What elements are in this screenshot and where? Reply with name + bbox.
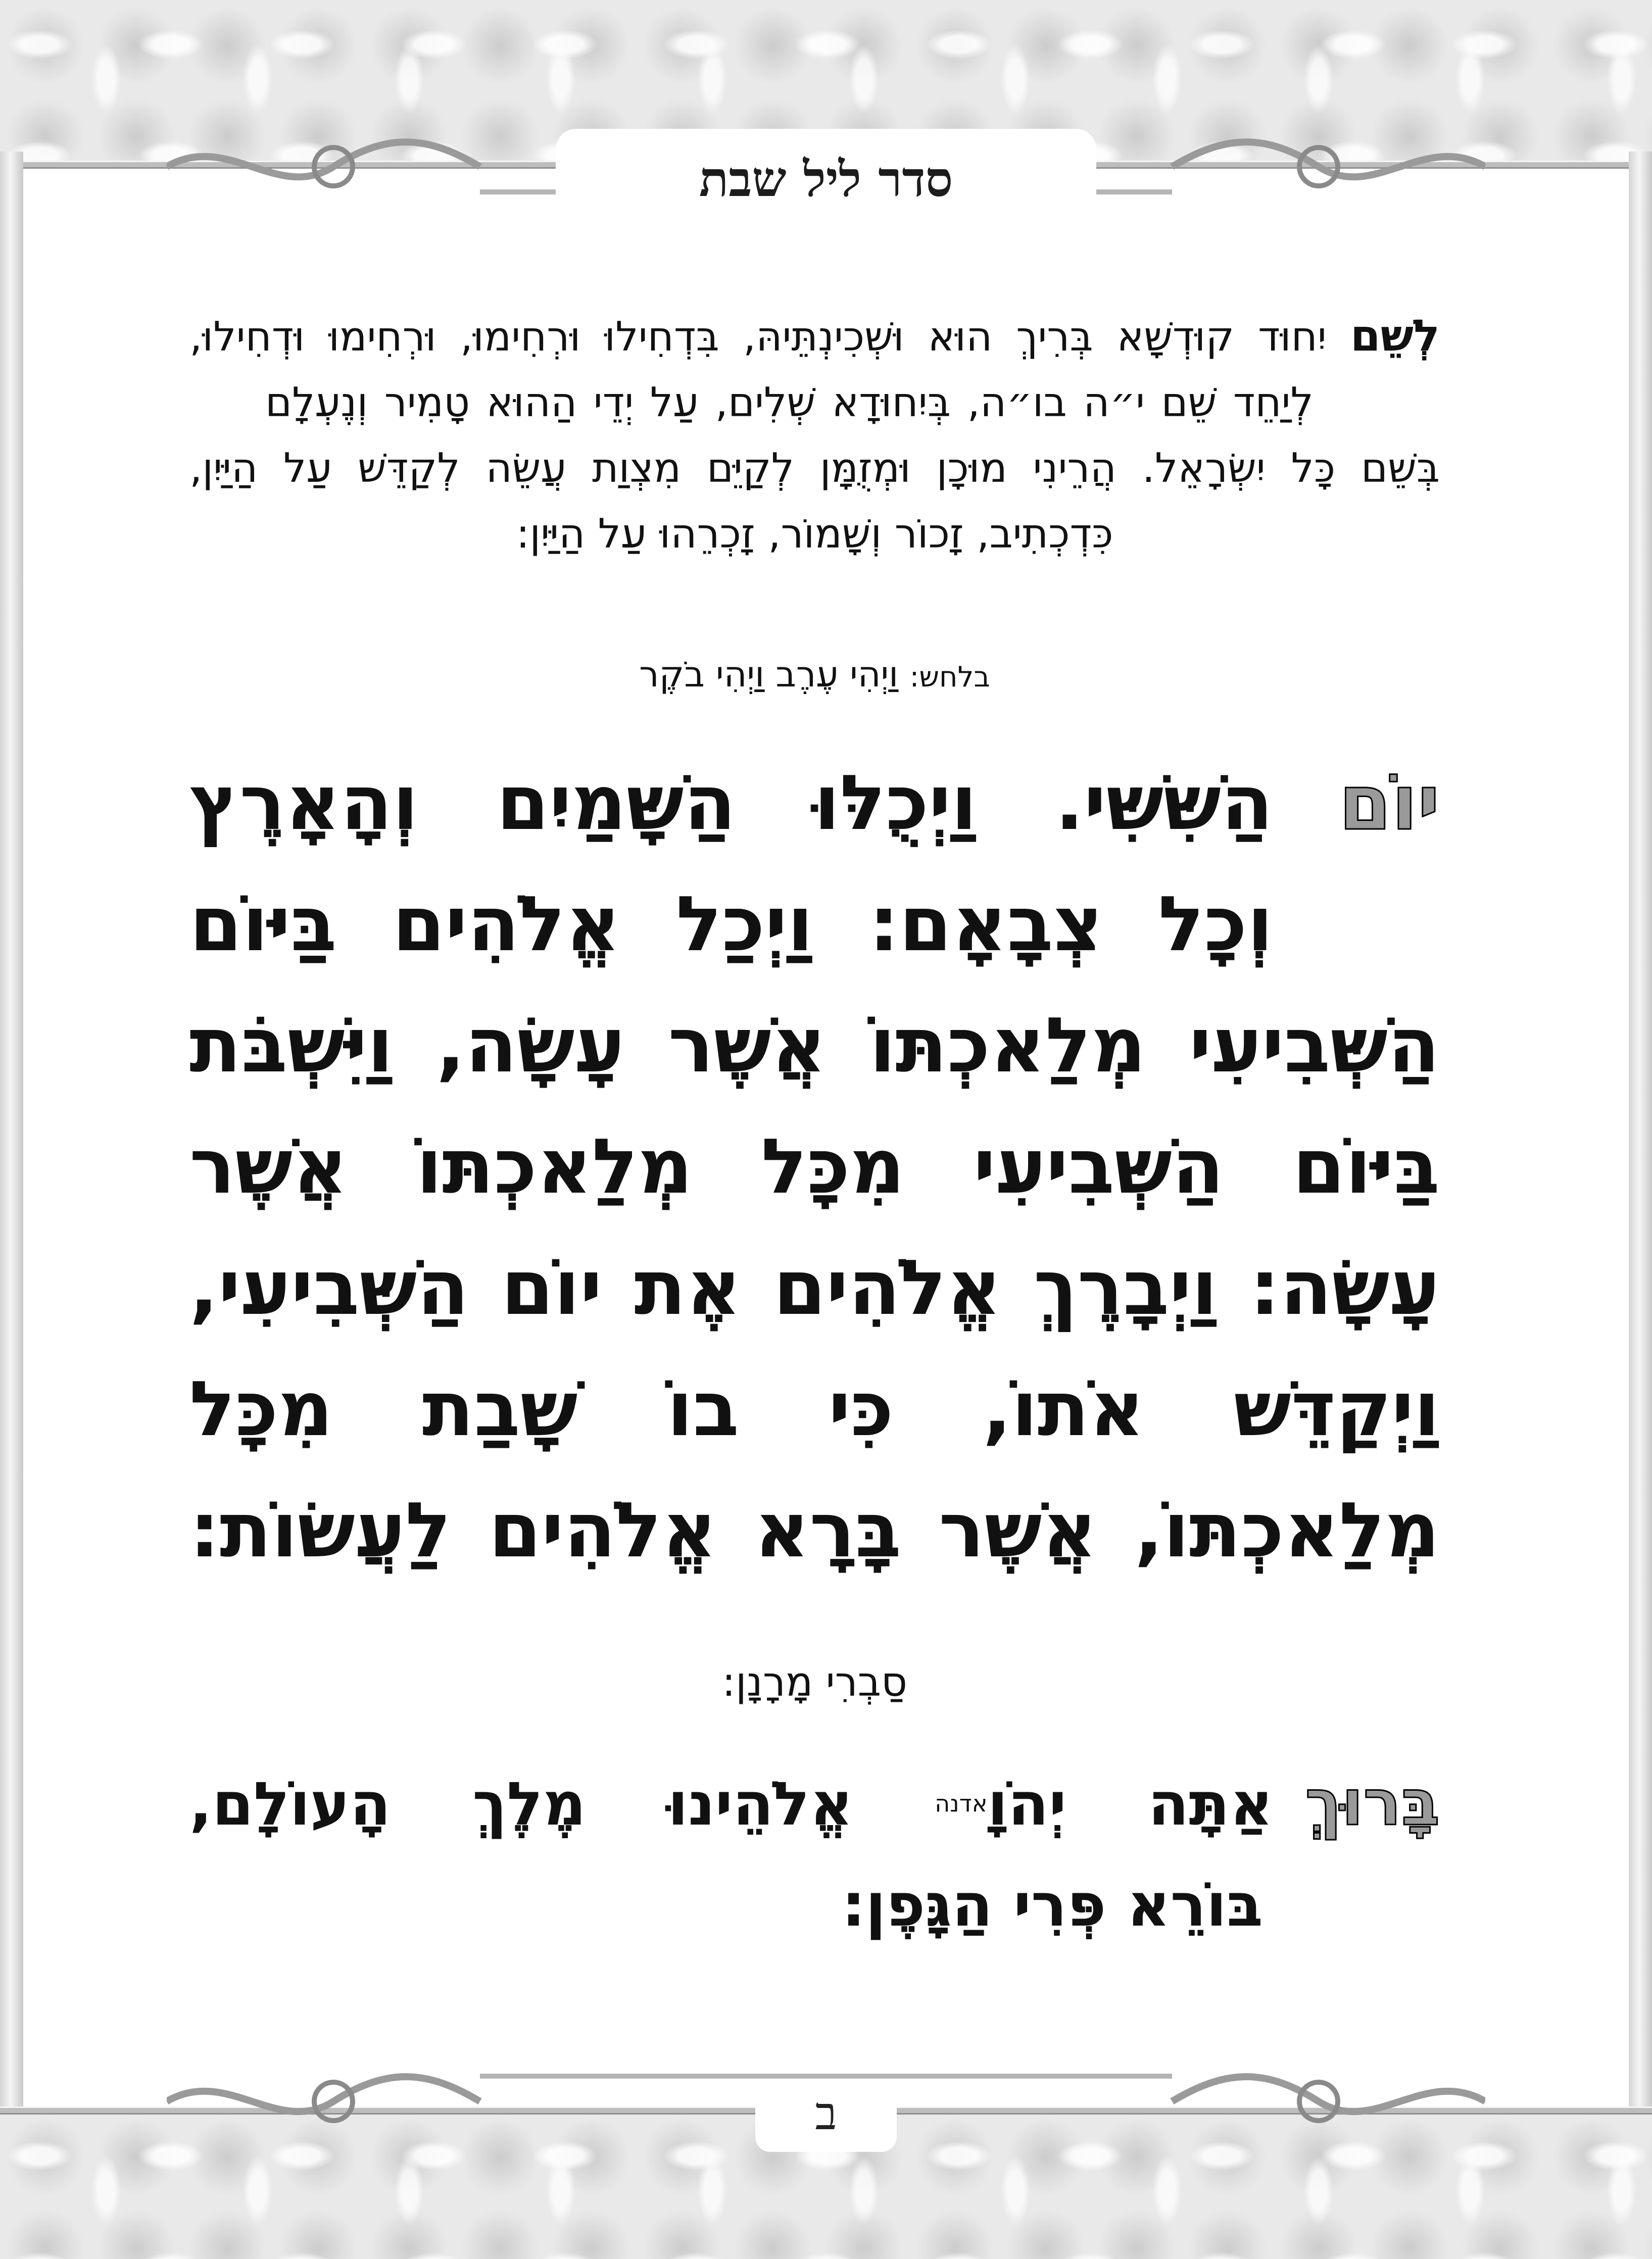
vayechulu-line — [189, 743, 1440, 864]
dropcap-yom: יוֹם — [1338, 759, 1440, 847]
intention-line-2: לְיַחֵד שֵׁם י״ה בו״ה, בְּיִחוּדָא שְׁלִים, עַל יְדֵי הַהוּא טָמִיר וְנֶעְלָם — [265, 379, 1314, 426]
intention-line-3: בְּשֵׁם כָּל יִשְׂרָאֵל. הֲרֵינִי מוּכָן וּמְזֻמָּן לְקַיֵּם מִצְוַת עֲשֵׂה לְקַדֵּשׁ עַל הַיַּיִן, — [189, 445, 1440, 492]
blessing-adnai-small: אדנה — [935, 1790, 988, 1817]
blessing-divine-name: אַתָּה יְהֹוָ — [987, 1769, 1273, 1839]
vayechulu-passage — [189, 743, 1440, 1591]
vayechulu-line: בַּיּוֹם הַשְּׁבִיעִי מִכָּל מְלַאכְתּוֹ אֲשֶׁר — [189, 1123, 1440, 1211]
whisper-label: בלחש: — [909, 661, 990, 694]
vayechulu-line-text: הַשִּׁשִּׁי. וַיְכֻלּוּ הַשָּׁמַיִם וְהָאָרֶץ — [189, 759, 1273, 847]
vayechulu-line: מְלַאכְתּוֹ, אֲשֶׁר בָּרָא אֱלֹהִים לַעֲשׂוֹת: — [189, 1487, 1440, 1575]
blessing-line-2: בּוֹרֵא פְּרִי הַגָּפֶן: — [841, 1870, 1263, 1940]
vayechulu-line: הַשְּׁבִיעִי מְלַאכְתּוֹ אֲשֶׁר עָשָׂה, וַיִּשְׁבֹּת — [189, 1002, 1440, 1090]
vayechulu-line: וְכָל צְבָאָם: וַיְכַל אֱלֹהִים בַּיּוֹם — [189, 880, 1273, 968]
left-column-ornament — [0, 152, 23, 2122]
blessing-line-1 — [189, 1753, 1440, 1854]
intention-line-4: כִּדְכְתִיב, זָכוֹר וְשָׁמוֹר, זָכְרֵהוּ עַל הַיַּיִן: — [516, 510, 1113, 557]
whisper-instruction — [189, 647, 1440, 705]
vayechulu-line: וַיְקַדֵּשׁ אֹתוֹ, כִּי בוֹ שָׁבַת מִכָּל — [189, 1365, 1440, 1453]
hagafen-blessing — [189, 1753, 1440, 1955]
right-column-ornament — [1629, 152, 1652, 2122]
intention-line-1 — [189, 303, 1440, 370]
savri-maranan: סַבְרִי מָרָנָן: — [722, 1658, 907, 1705]
vayechulu-line: עָשָׂה: וַיְבָרֶךְ אֱלֹהִים אֶת יוֹם הַשְּׁבִיעִי, — [189, 1244, 1440, 1332]
whisper-text: וַיְהִי עֶרֶב וַיְהִי בֹקֶר — [639, 654, 899, 695]
dropcap-baruch: בָּרוּךְ — [1305, 1766, 1440, 1840]
blessing-line-1-rest: אֱלֹהֵינוּ מֶלֶךְ הָעוֹלָם, — [189, 1769, 853, 1839]
page-title: סדר ליל שבת — [699, 151, 953, 208]
intention-line-1-text: יִחוּד קוּדְשָׁא בְּרִיךְ הוּא וּשְׁכִינְתֵּיהּ, בִּדְחִילוּ וּרְחִימוּ, וּרְחִימוּ וּדְחִילוּ, — [189, 313, 1327, 360]
page-number: ב — [815, 2087, 837, 2140]
leshem-yichud-paragraph — [189, 303, 1440, 567]
intention-opening-word: לְשֵׁם — [1350, 311, 1440, 361]
